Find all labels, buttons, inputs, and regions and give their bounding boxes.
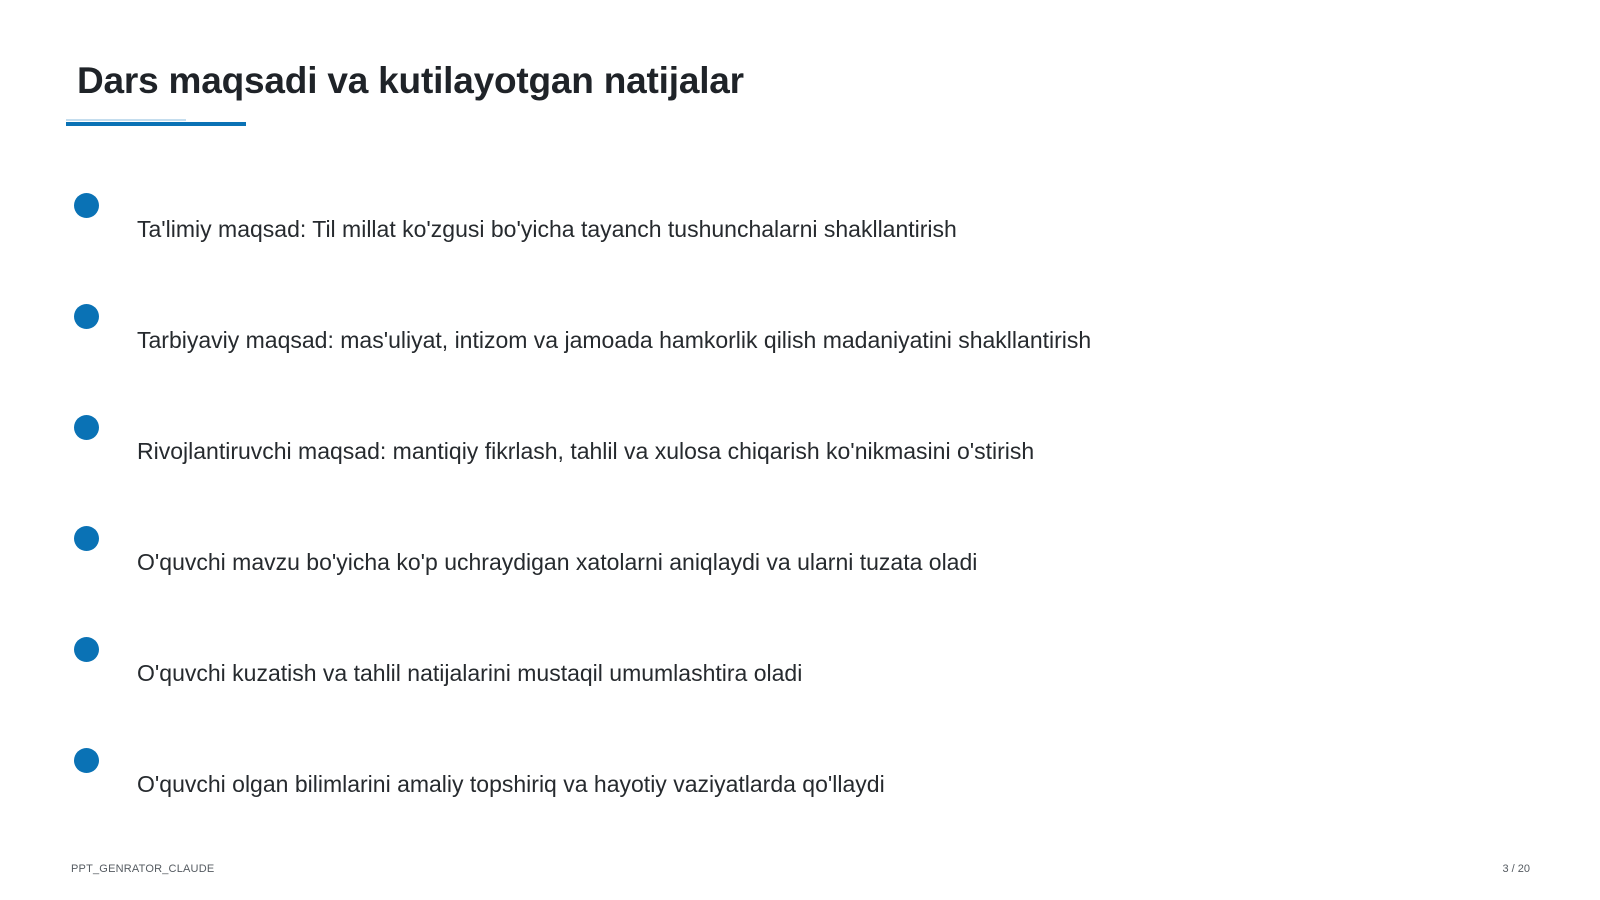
footer-source-label: PPT_GENRATOR_CLAUDE — [71, 863, 215, 875]
objective-item: Ta'limiy maqsad: Til millat ko'zgusi bo'yicha tayanch tushunchalarni shakllantirish — [137, 216, 957, 242]
bullet-dot-icon — [74, 637, 99, 662]
page-indicator: 3 / 20 — [1502, 863, 1530, 875]
bullet-dot-icon — [74, 415, 99, 440]
bullet-dot-icon — [74, 193, 99, 218]
bullet-dot-icon — [74, 526, 99, 551]
bullet-dot-icon — [74, 304, 99, 329]
objective-item: O'quvchi mavzu bo'yicha ko'p uchraydigan xatolarni aniqlaydi va ularni tuzata oladi — [137, 549, 978, 575]
slide-title: Dars maqsadi va kutilayotgan natijalar — [77, 60, 744, 101]
objective-item: O'quvchi olgan bilimlarini amaliy topshiriq va hayotiy vaziyatlarda qo'llaydi — [137, 771, 885, 797]
bullet-dot-icon — [74, 748, 99, 773]
objective-item: O'quvchi kuzatish va tahlil natijalarini mustaqil umumlashtira oladi — [137, 660, 803, 686]
objective-item: Rivojlantiruvchi maqsad: mantiqiy fikrlash, tahlil va xulosa chiqarish ko'nikmasini o'stirish — [137, 438, 1035, 464]
objective-item: Tarbiyaviy maqsad: mas'uliyat, intizom va jamoada hamkorlik qilish madaniyatini shakllantirish — [137, 327, 1092, 353]
title-underline — [66, 122, 246, 126]
title-underline-shadow — [66, 119, 186, 121]
